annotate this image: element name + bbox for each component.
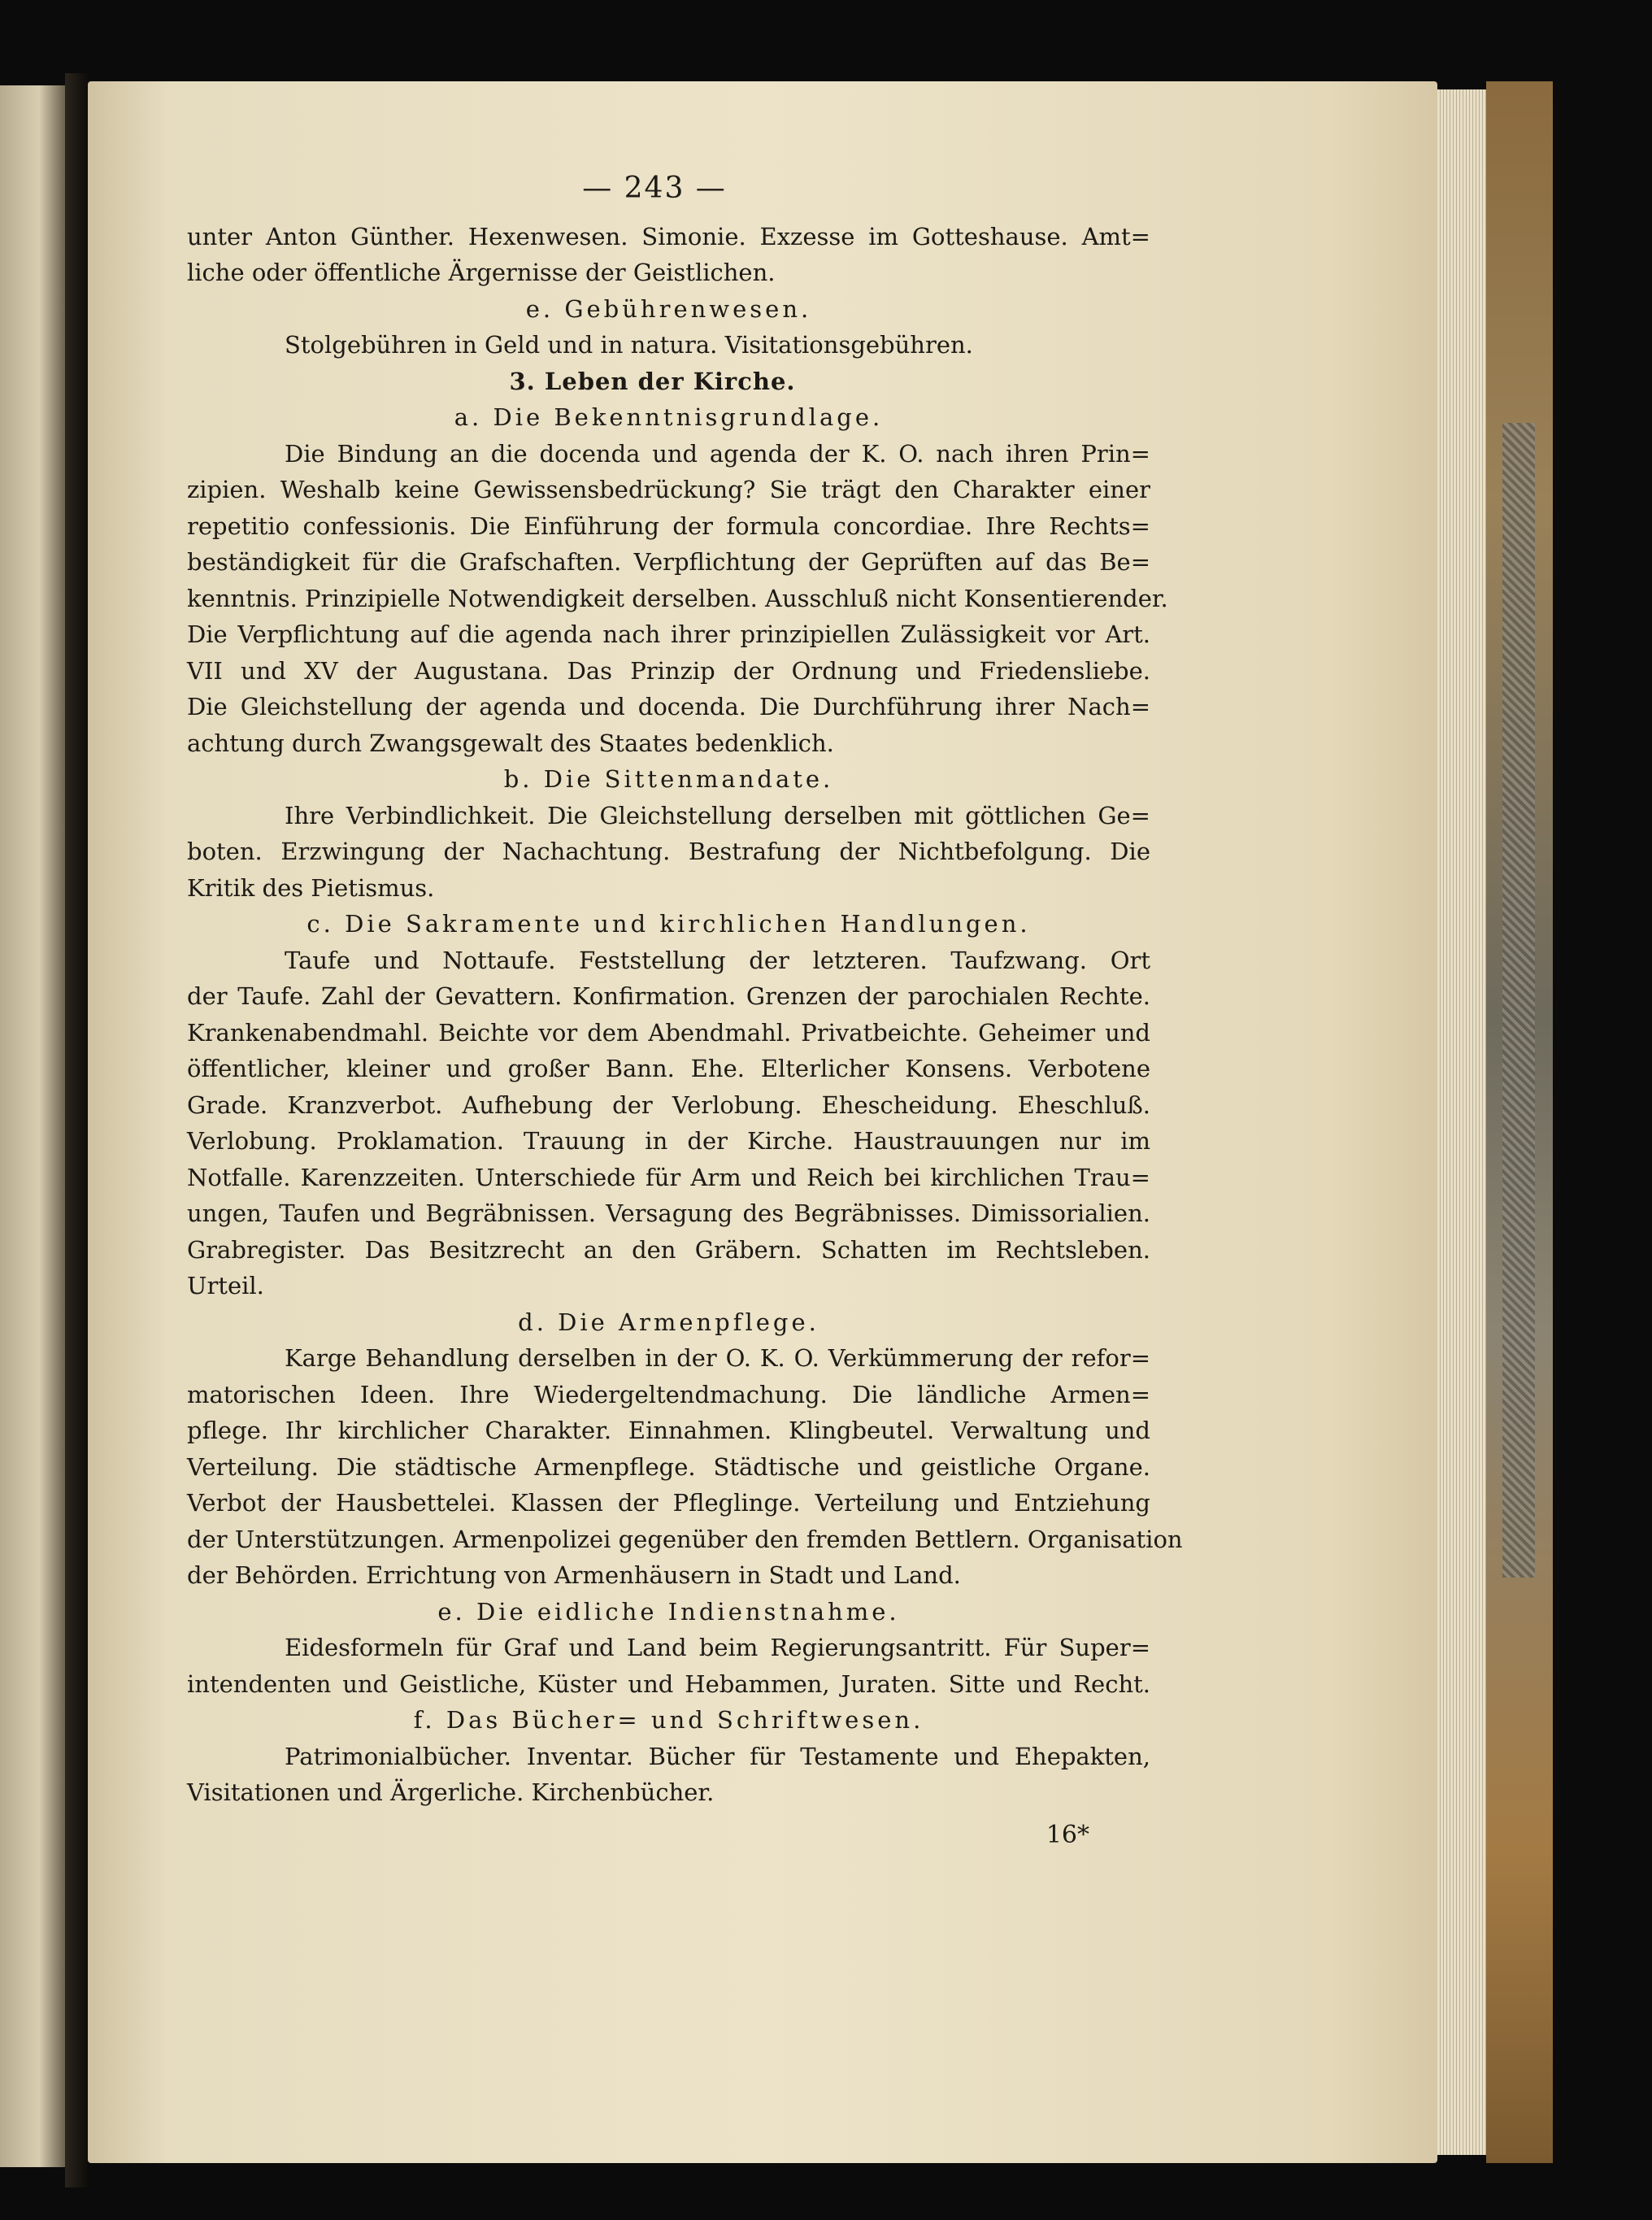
text-line: intendenten und Geistliche, Küster und Hebammen, Juraten. Sitte und Recht. [187,1669,1150,1698]
text-line: Stolgebühren in Geld und in natura. Visitationsgebühren. [285,331,973,359]
text-line: Grade. Kranzverbot. Aufhebung der Verlobung. Ehescheidung. Eheschluß. [187,1090,1150,1119]
text-line: Urteil. [187,1272,264,1299]
page-fore-edge [1437,89,1486,2155]
text-line: Die Gleichstellung der agenda und docenda. Die Durchführung ihrer Nach= [187,693,1150,720]
text-line: Visitationen und Ärgerliche. Kirchenbücher. [187,1778,715,1806]
page-number: — 243 — [582,172,727,205]
printer-signature-mark: 16* [1046,1820,1089,1849]
text-line: der Behörden. Errichtung von Armenhäusern in Stadt und Land. [187,1561,961,1589]
text-line: Taufe und Nottaufe. Feststellung der letzteren. Taufzwang. Ort [285,946,1150,974]
left-page-edge [0,85,65,2167]
text-line: repetitio confessionis. Die Einführung der formula concordiae. Ihre Rechts= [187,511,1150,540]
text-line: Eidesformeln für Graf und Land beim Regierungsantritt. Für Super= [285,1634,1150,1661]
text-line: VII und XV der Augustana. Das Prinzip der Ordnung und Friedensliebe. [187,656,1150,685]
book-gutter [65,73,88,2187]
section-heading: e. Gebührenwesen. [525,294,812,323]
section-heading: c. Die Sakramente und kirchlichen Handlungen. [306,910,1031,938]
text-line: kenntnis. Prinzipielle Notwendigkeit derselben. Ausschluß nicht Konsentierender. [187,584,1168,612]
section-heading: d. Die Armenpflege. [518,1308,819,1336]
section-heading: e. Die eidliche Indienstnahme. [437,1597,900,1626]
page-text [187,171,1183,1853]
text-line: matorischen Ideen. Ihre Wiedergeltendmachung. Die ländliche Armen= [187,1380,1150,1408]
text-line: Die Bindung an die docenda und agenda der K. O. nach ihren Prin= [285,439,1150,468]
text-line: Kritik des Pietismus. [187,873,435,902]
text-line: Karge Behandlung derselben in der O. K. O. Verkümmerung der refor= [285,1344,1150,1372]
text-line: Ihre Verbindlichkeit. Die Gleichstellung derselben mit göttlichen Ge= [285,801,1150,829]
text-line: liche oder öffentliche Ärgernisse der Geistlichen. [187,259,776,286]
text-line: öffentlicher, kleiner und großer Bann. Ehe. Elterlicher Konsens. Verbotene [187,1055,1150,1082]
text-line: Verbot der Hausbettelei. Klassen der Pfleglinge. Verteilung und Entziehung [187,1489,1150,1517]
text-line: Grabregister. Das Besitzrecht an den Gräbern. Schatten im Rechtsleben. [187,1235,1150,1264]
text-line: zipien. Weshalb keine Gewissensbedrückung? Sie trägt den Charakter einer [187,476,1150,503]
text-line: boten. Erzwingung der Nachachtung. Bestrafung der Nichtbefolgung. Die [187,838,1150,865]
text-line: achtung durch Zwangsgewalt des Staates bedenklich. [187,729,834,757]
text-line: pflege. Ihr kirchlicher Charakter. Einnahmen. Klingbeutel. Verwaltung und [187,1417,1150,1444]
text-line: unter Anton Günther. Hexenwesen. Simonie. Exzesse im Gotteshause. Amt= [187,222,1150,250]
text-line: Patrimonialbücher. Inventar. Bücher für Testamente und Ehepakten, [285,1742,1150,1770]
chapter-heading: 3. Leben der Kirche. [509,367,796,395]
text-line: Verteilung. Die städtische Armenpflege. Städtische und geistliche Organe. [187,1452,1150,1481]
section-heading: f. Das Bücher= und Schriftwesen. [413,1706,924,1734]
section-heading: a. Die Bekenntnisgrundlage. [454,403,884,431]
text-line: Verlobung. Proklamation. Trauung in der Kirche. Haustrauungen nur im [187,1127,1150,1155]
book-cover-edge [1486,81,1553,2163]
text-line: Notfalle. Karenzzeiten. Unterschiede für Arm und Reich bei kirchlichen Trau= [187,1163,1150,1191]
text-line: beständigkeit für die Grafschaften. Verpflichtung der Geprüften auf das Be= [187,548,1150,576]
text-line: ungen, Taufen und Begräbnissen. Versagung des Begräbnisses. Dimissorialien. [187,1199,1150,1227]
text-line: der Taufe. Zahl der Gevattern. Konfirmation. Grenzen der parochialen Rechte. [187,982,1150,1010]
text-line: Die Verpflichtung auf die agenda nach ihrer prinzipiellen Zulässigkeit vor Art. [187,620,1150,648]
section-heading: b. Die Sittenmandate. [503,765,834,793]
text-line: der Unterstützungen. Armenpolizei gegenüber den fremden Bettlern. Organisation [187,1525,1183,1553]
text-line: Krankenabendmahl. Beichte vor dem Abendmahl. Privatbeichte. Geheimer und [187,1018,1150,1047]
